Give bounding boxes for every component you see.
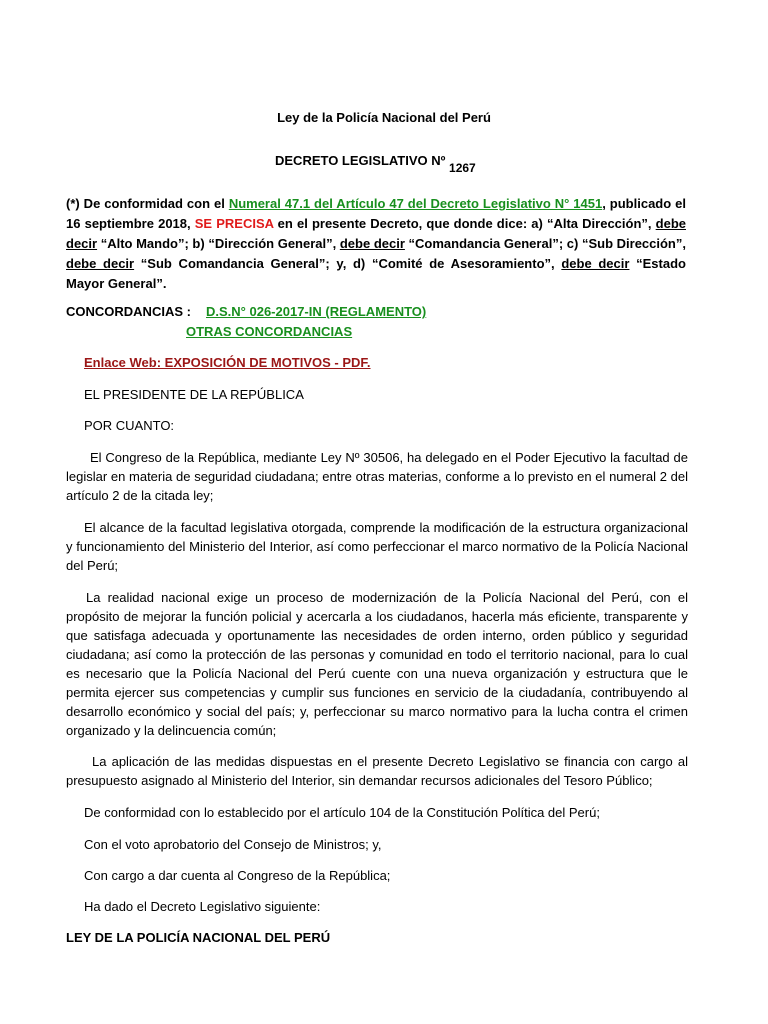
- otras-concordancias-link[interactable]: OTRAS CONCORDANCIAS: [186, 324, 353, 339]
- decreto-number: 1267: [449, 161, 476, 175]
- presidente-line: EL PRESIDENTE DE LA REPÚBLICA: [84, 387, 304, 402]
- reglamento-link[interactable]: D.S.N° 026-2017-IN (REGLAMENTO): [206, 304, 427, 319]
- paragraph-3: La realidad nacional exige un proceso de modernización de la Policía Nacional del Perú, con el propósito de mejorar la función policial y acercarla a los ciudadanos, hacerla más eficiente, transparente y que satisfaga adecuada y oportunamente las necesidades de orden interno, orden público y seguridad ciudadana; así como la protección de las personas y comunidad en todo el territorio nacional, para lo cual es necesario que la Policía Nacional del Perú cuente con una nueva organización y estructura que le permita ejercer sus competencias y cumplir sus funciones en servicio de la ciudadanía, contribuyendo al desarrollo económico y social del país; y, perfeccionar su marco normativo para la lucha contra el crimen organizado y la delincuencia común;: [66, 590, 688, 738]
- decreto-label: DECRETO LEGISLATIVO Nº: [275, 153, 446, 168]
- decreto-heading: [275, 153, 476, 175]
- paragraph-5: De conformidad con lo establecido por el artículo 104 de la Constitución Política del Perú;: [84, 805, 600, 820]
- numeral-47-link[interactable]: Numeral 47.1 del Artículo 47 del Decreto Legislativo N° 1451: [228, 196, 603, 211]
- concordancias-label: CONCORDANCIAS :: [66, 304, 191, 319]
- paragraph-6: Con el voto aprobatorio del Consejo de Ministros; y,: [84, 837, 382, 852]
- ley-heading: LEY DE LA POLICÍA NACIONAL DEL PERÚ: [66, 930, 331, 945]
- precision-note: (*) De conformidad con el Numeral 47.1 del Artículo 47 del Decreto Legislativo N° 1451, publicado el 16 septiembre 2018, SE PRECISA en el presente Decreto, que donde dice: a) “Alta Dirección”, debe decir “Alto Mando”; b) “Dirección General”, debe decir “Comandancia General”; c) “Sub Dirección”, debe decir “Sub Comandancia General”; y, d) “Comité de Asesoramiento”, debe decir “Estado Mayor General”.: [66, 196, 686, 291]
- paragraph-2: El alcance de la facultad legislativa otorgada, comprende la modificación de la estructura organizacional y funcionamiento del Ministerio del Interior, así como perfeccionar el marco normativo de la Policía Nacional del Perú;: [66, 520, 688, 573]
- paragraph-7: Con cargo a dar cuenta al Congreso de la República;: [84, 868, 391, 883]
- paragraph-8: Ha dado el Decreto Legislativo siguiente:: [84, 899, 321, 914]
- exposicion-motivos-link[interactable]: Enlace Web: EXPOSICIÓN DE MOTIVOS - PDF.: [84, 355, 371, 370]
- paragraph-1: El Congreso de la República, mediante Ley Nº 30506, ha delegado en el Poder Ejecutivo la facultad de legislar en materia de seguridad ciudadana; entre otras materias, conforme a lo previsto en el numeral 2 del artículo 2 de la citada ley;: [66, 450, 688, 503]
- document-title: Ley de la Policía Nacional del Perú: [277, 110, 491, 125]
- paragraph-4: La aplicación de las medidas dispuestas en el presente Decreto Legislativo se financia con cargo al presupuesto asignado al Ministerio del Interior, sin demandar recursos adicionales del Tesoro Público;: [66, 754, 688, 788]
- por-cuanto-line: POR CUANTO:: [84, 418, 175, 433]
- se-precisa-text: SE PRECISA: [194, 216, 274, 231]
